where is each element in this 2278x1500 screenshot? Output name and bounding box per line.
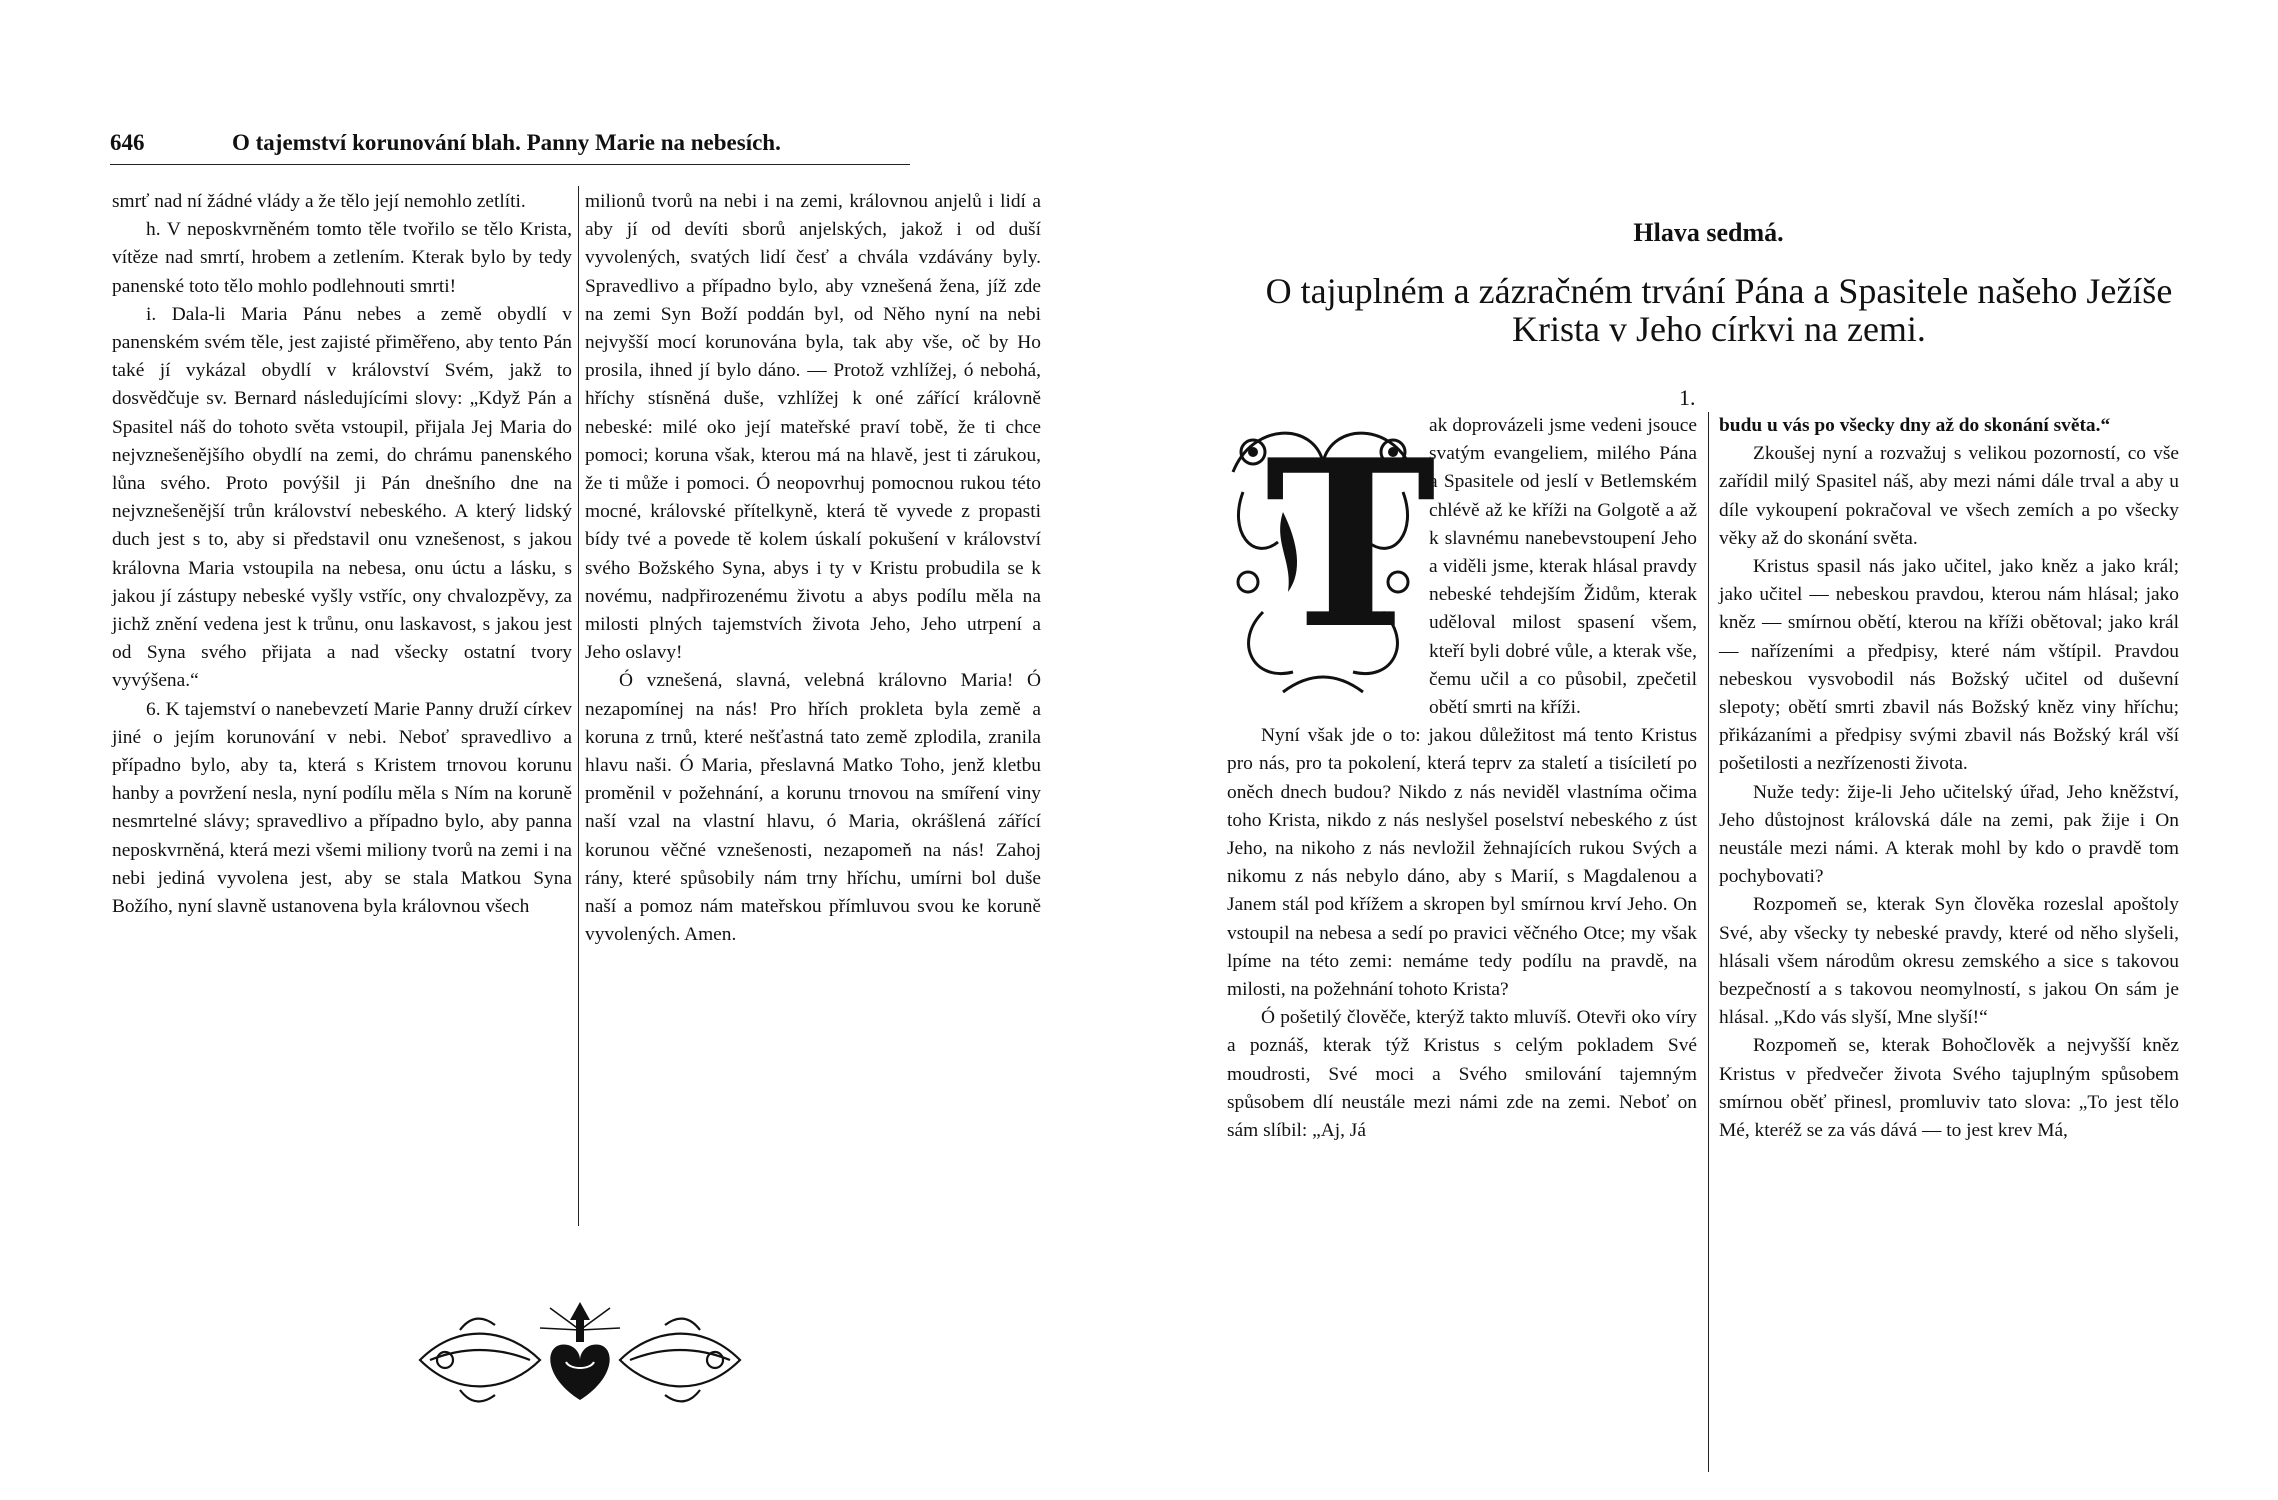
paragraph: milionů tvorů na nebi i na zemi, královnou anjelů i lidí a aby jí od devíti sborů anjelských, jakož i od duší vyvolených, svatých lidí česť a chvála vzdávány byly. Spravedlivo a případno bylo, aby vznešená žena, jíž zde na zemi Syn Boží poddán byl, od Něho nyní na nebi nejvyšší mocí korunována byla, tak aby vše, oč by Ho prosila, ihned jí bylo dáno. — Protož vzhlížej, ó nebohá, hříchy stísněná duše, vzhlížej k oné zářící královně nebeské: milé oko její mateřské praví tobě, že ti chce pomoci; koruna však, kterou má na hlavě, jest ti zárukou, že ti může i pomoci. Ó neopovrhuj pomocnou rukou této mocné, královské přítelkyně, která tě vyvede z propasti bídy tvé a povede tě kolem úskalí pokušení v království svého Božského Syna, abys i ty v Kristu probudila se k novému, nadpřirozenému životu a abys podílu měla na milosti plných tajemstvích života Jeho, Jeho utrpení a Jeho oslavy!: [585, 191, 1041, 664]
right-column-2: [1719, 412, 2179, 1145]
sacred-heart-ornament-icon: [400, 1290, 760, 1430]
paragraph: smrť nad ní žádné vlády a že tělo její nemohlo zetlíti.: [112, 191, 526, 212]
page-number: 646: [110, 130, 145, 155]
initial-letter: T: [1265, 410, 1437, 680]
right-page: [1139, 0, 2278, 1500]
left-column-2: [585, 188, 1041, 949]
section-number: 1.: [1679, 385, 1696, 410]
paragraph: Ó vznešená, slavná, velebná královno Maria! Ó nezapomínej na nás! Pro hřích prokleta byla země a koruna z trnů, které nešťastná tato země zplodila, zranila hlavu naši. Ó Maria, přeslavná Matko Toho, jenž kletbu proměnil v požehnání, a korunu trnovou na smíření viny naší vzal na vlastní hlavu, ó Maria, okrášlená zářící korunou věčné vznešenosti, nezapomeň na nás! Zahoj rány, které spůsobily nám trny hříchu, umírni bol duše naší a pomoz nám mateřskou přímluvou svou ke koruně vyvolených. Amen.: [585, 670, 1041, 946]
paragraph: 6. K tajemství o nanebevzetí Marie Panny druží církev jiné o jejím korunování v nebi. Neboť spravedlivo a případno bylo, aby ta, která s Kristem trnovou korunu hanby a povržení nesla, nyní podílu měla s Ním na koruně nesmrtelné slávy; spravedlivo a případno bylo, aby panna neposkvrněná, která mezi všemi miliony tvorů na zemi i na nebi jediná vyvolena jest, aby se stala Matkou Syna Božího, nyní slavně ustanovena byla královnou všech: [112, 698, 572, 918]
running-title: O tajemství korunování blah. Panny Marie na nebesích.: [232, 130, 781, 155]
paragraph: Rozpomeň se, kterak Bohočlověk a nejvyšší kněz Kristus v předvečer života Svého tajuplným spůsobem smírnou oběť přinesl, promluviv tato slova: „To jest tělo Mé, kteréž se za vás dává — to jest krev Má,: [1719, 1035, 2179, 1142]
chapter-title: [1219, 272, 2219, 348]
chapter-title-line: Krista v Jeho církvi na zemi.: [1512, 309, 1926, 349]
running-header: [110, 130, 910, 165]
paragraph: i. Dala-li Maria Pánu nebes a země obydlí v panenském svém těle, jest zajisté přiměřeno, aby tento Pán také jí vykázal obydlí v království Svém, jakž to dosvědčuje sv. Bernard následujícími slovy: „Když Pán a Spasitel náš do tohoto světa vstoupil, přijala Jej Maria do nejvznešenějšího obydlí na zemi, do chrámu panenského lůna svého. Proto povýšil ji Pán dnešního dne na nejvznešenější trůn království nebeského. A který lidský duch jest s to, aby si představil onu vznešenost, s jakou královna Maria vstoupila na nebesa, onu úctu a lásku, s jakou jí zástupy nebeské vyšly vstříc, ony chvalozpěvy, za jichž znění vedena jest k trůnu, onu laskavost, s jakou jest od Syna svého přijata a nad všecky ostatní tvory vyvýšena.“: [112, 303, 572, 692]
right-column-1: [1227, 412, 1697, 1145]
left-column-1: [112, 188, 572, 921]
paragraph: budu u vás po všecky dny až do skonání světa.“: [1719, 415, 2111, 436]
paragraph: ak doprovázeli jsme vedeni jsouce svatým evangeliem, milého Pána a Spasitele od jeslí v Betlemském chlévě až ke kříži na Golgotě a až k slavnému nanebevstoupení Jeho a viděli jsme, kterak hlásal pravdy nebeské tehdejším Židům, kterak uděloval milost spasení všem, kteří byli dobré vůle, a kterak vše, čemu učil a co působil, zpečetil obětí smrti na kříži.: [1429, 415, 1697, 719]
paragraph: h. V neposkvrněném tomto těle tvořilo se tělo Krista, vítěze nad smrtí, hrobem a zetlením. Kterak bylo by tedy panenské toto tělo mohlo podlehnouti smrti!: [112, 219, 572, 297]
ornamental-initial: [1223, 410, 1437, 702]
paragraph: Ó pošetilý člověče, kterýž takto mluvíš. Otevři oko víry a poznáš, kterak týž Kristus s celým pokladem Své moudrosti, Své moci a Svého smilování tajemným spůsobem dlí neustále mezi námi zde na zemi. Neboť on sám slíbil: „Aj, Já: [1227, 1007, 1697, 1142]
chapter-label: Hlava sedmá.: [1633, 218, 1784, 247]
paragraph: Zkoušej nyní a rozvažuj s velikou pozorností, co vše zařídil milý Spasitel náš, aby mezi námi dále trval a aby u díle vykoupení pokračoval ve všech zemích a po všecky věky až do skonání světa.: [1719, 443, 2179, 549]
paragraph: Kristus spasil nás jako učitel, jako kněz a jako král; jako učitel — nebeskou pravdou, kterou nám hlásal; jako kněz — smírnou obětí, kterou na kříži obětoval; jako král — nařízeními a předpisy, které nám vštípil. Pravdou nebeskou vysvobodil nás Božský učitel od duševní slepoty; obětí smrti zbavil nás Božský kněz viny hříchu; přikázaními a předpisy svými zbavil nás Božský král vší pošetilosti a nezřízenosti života.: [1719, 556, 2179, 775]
column-divider: [1708, 412, 1709, 1472]
paragraph: Nyní však jde o to: jakou důležitost má tento Kristus pro nás, pro ta pokolení, která teprv za staletí a tisíciletí po oněch dnech budou? Nikdo z nás neviděl vlastníma očima toho Krista, nikdo z nás neslyšel poselství nebeského z úst Jeho, na nikoho z nás nevložil žehnajících rukou Svých a nikomu z nás nebylo dáno, aby s Marií, s Magdalenou a Janem stál pod křížem a skropen byl smírnou krví Jeho. On vstoupil na nebesa a sedí po pravici věčného Otce; my však lpíme na této zemi: nemáme tedy podílu na pravdě, na milosti, na požehnání tohoto Krista?: [1227, 725, 1697, 1001]
chapter-title-line: O tajuplném a zázračném trvání Pána a Spasitele našeho Ježíše: [1265, 271, 2173, 311]
column-divider: [578, 186, 579, 1226]
paragraph: Rozpomeň se, kterak Syn člověka rozeslal apoštoly Své, aby všecky ty nebeské pravdy, které od něho slyšeli, hlásali všem národům okresu zemského a sice s takovou bezpečností a s takovou neomylností, s jakou On sám je hlásal. „Kdo vás slyší, Mne slyší!“: [1719, 894, 2179, 1029]
paragraph: Nuže tedy: žije-li Jeho učitelský úřad, Jeho kněžství, Jeho důstojnost královská dále na zemi, pak žije i On neustále mezi námi. A kterak mohl by kdo o pravdě tom pochybovati?: [1719, 781, 2179, 888]
